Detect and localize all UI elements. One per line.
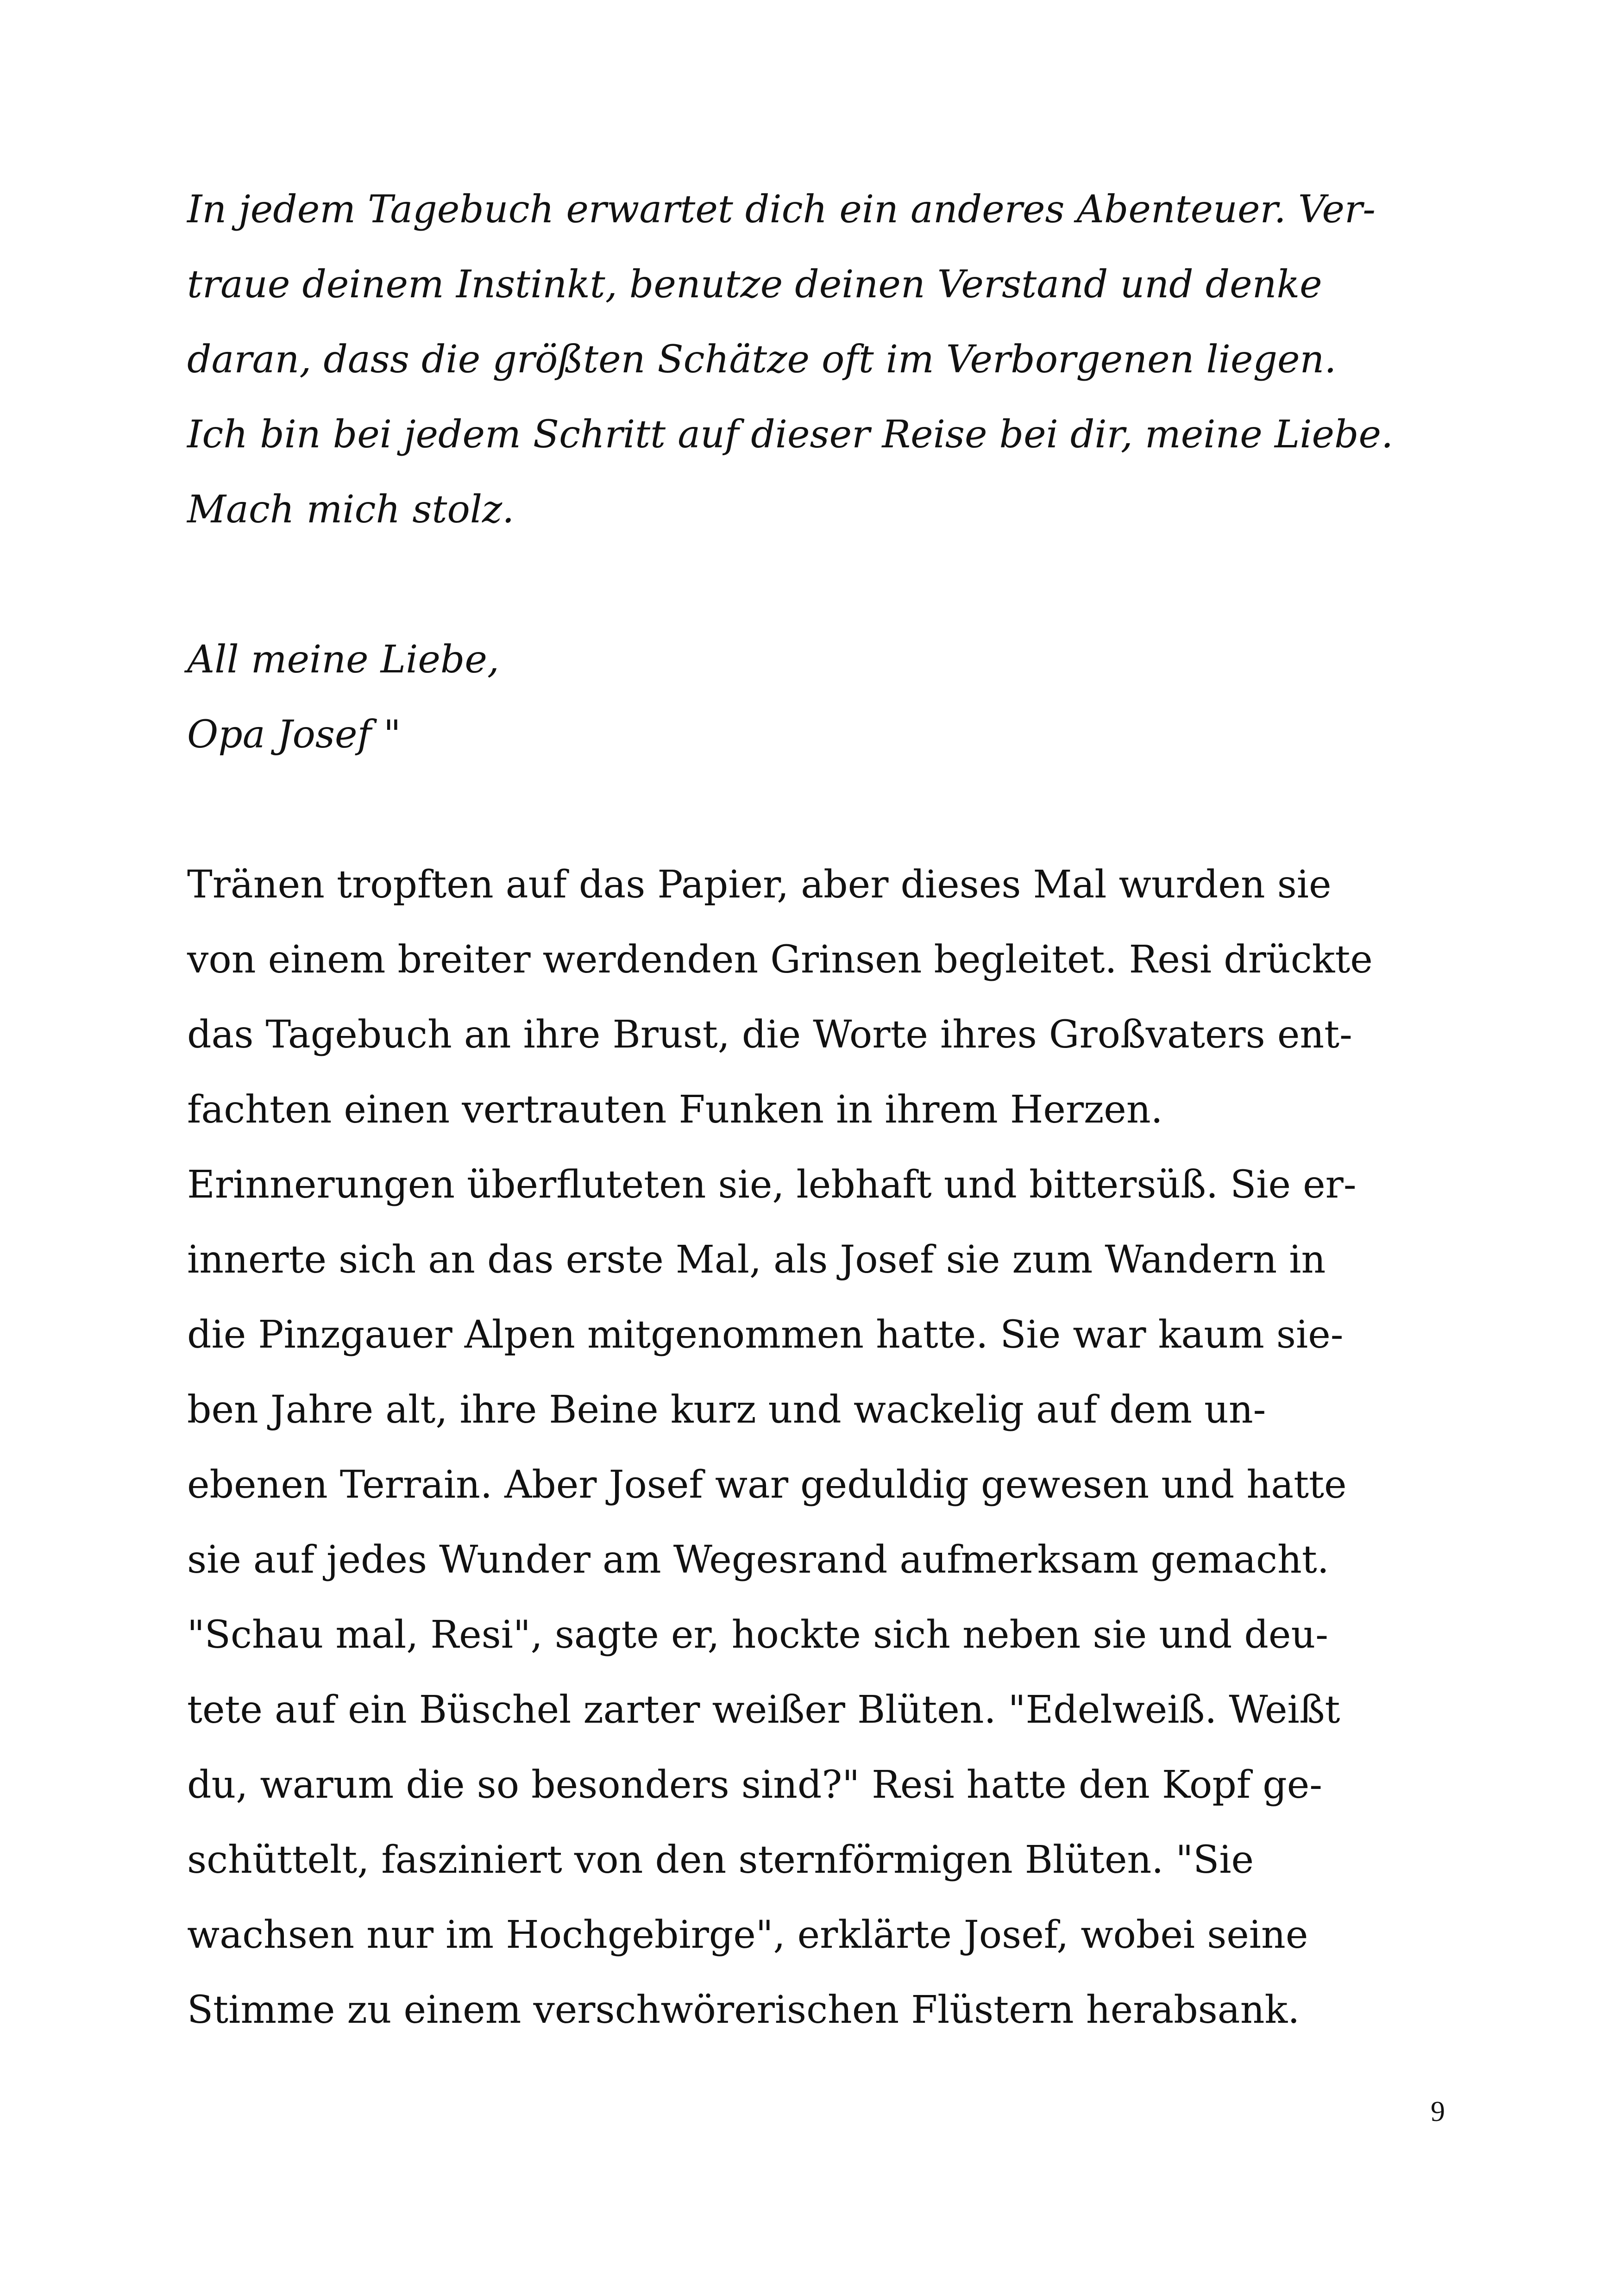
- narrative-line: sie auf jedes Wunder am Wegesrand aufmerksam gemacht.: [187, 1538, 1329, 1582]
- narrative-line: Stimme zu einem verschwörerischen Flüstern herabsank.: [187, 1988, 1300, 2032]
- narrative-line: du, warum die so besonders sind?" Resi hatte den Kopf ge-: [187, 1763, 1322, 1807]
- narrative-line: ben Jahre alt, ihre Beine kurz und wackelig auf dem un-: [187, 1388, 1266, 1432]
- narrative-line: "Schau mal, Resi", sagte er, hockte sich neben sie und deu-: [187, 1613, 1328, 1657]
- narrative-line: schüttelt, fasziniert von den sternförmigen Blüten. "Sie: [187, 1838, 1254, 1882]
- letter-text: [187, 172, 1461, 547]
- narrative-line: tete auf ein Büschel zarter weißer Blüten. "Edelweiß. Weißt: [187, 1688, 1340, 1732]
- narrative-line: das Tagebuch an ihre Brust, die Worte ihres Großvaters ent-: [187, 1013, 1352, 1057]
- closing-line: All meine Liebe,: [187, 638, 499, 682]
- narrative-line: von einem breiter werdenden Grinsen begleitet. Resi drückte: [187, 938, 1373, 982]
- narrative-line: Tränen tropften auf das Papier, aber dieses Mal wurden sie: [187, 863, 1332, 907]
- letter-line: traue deinem Instinkt, benutze deinen Verstand und denke: [187, 263, 1322, 307]
- narrative-line: Erinnerungen überfluteten sie, lebhaft und bittersüß. Sie er-: [187, 1163, 1357, 1207]
- narrative-line: die Pinzgauer Alpen mitgenommen hatte. Sie war kaum sie-: [187, 1313, 1344, 1357]
- letter-line: In jedem Tagebuch erwartet dich ein anderes Abenteuer. Ver-: [187, 188, 1376, 232]
- letter-closing: [187, 622, 1461, 772]
- letter-line: Ich bin bei jedem Schritt auf dieser Reise bei dir, meine Liebe.: [187, 413, 1394, 457]
- narrative-paragraph: [187, 847, 1461, 2048]
- page-number: 9: [1431, 2096, 1445, 2127]
- narrative-line: ebenen Terrain. Aber Josef war geduldig gewesen und hatte: [187, 1463, 1347, 1507]
- letter-line: Mach mich stolz.: [187, 488, 515, 532]
- narrative-line: wachsen nur im Hochgebirge", erklärte Josef, wobei seine: [187, 1913, 1308, 1957]
- narrative-line: fachten einen vertrauten Funken in ihrem Herzen.: [187, 1088, 1163, 1132]
- signature-line: Opa Josef ": [187, 713, 401, 757]
- narrative-line: innerte sich an das erste Mal, als Josef sie zum Wandern in: [187, 1238, 1326, 1282]
- letter-line: daran, dass die größten Schätze oft im Verborgenen liegen.: [187, 338, 1337, 382]
